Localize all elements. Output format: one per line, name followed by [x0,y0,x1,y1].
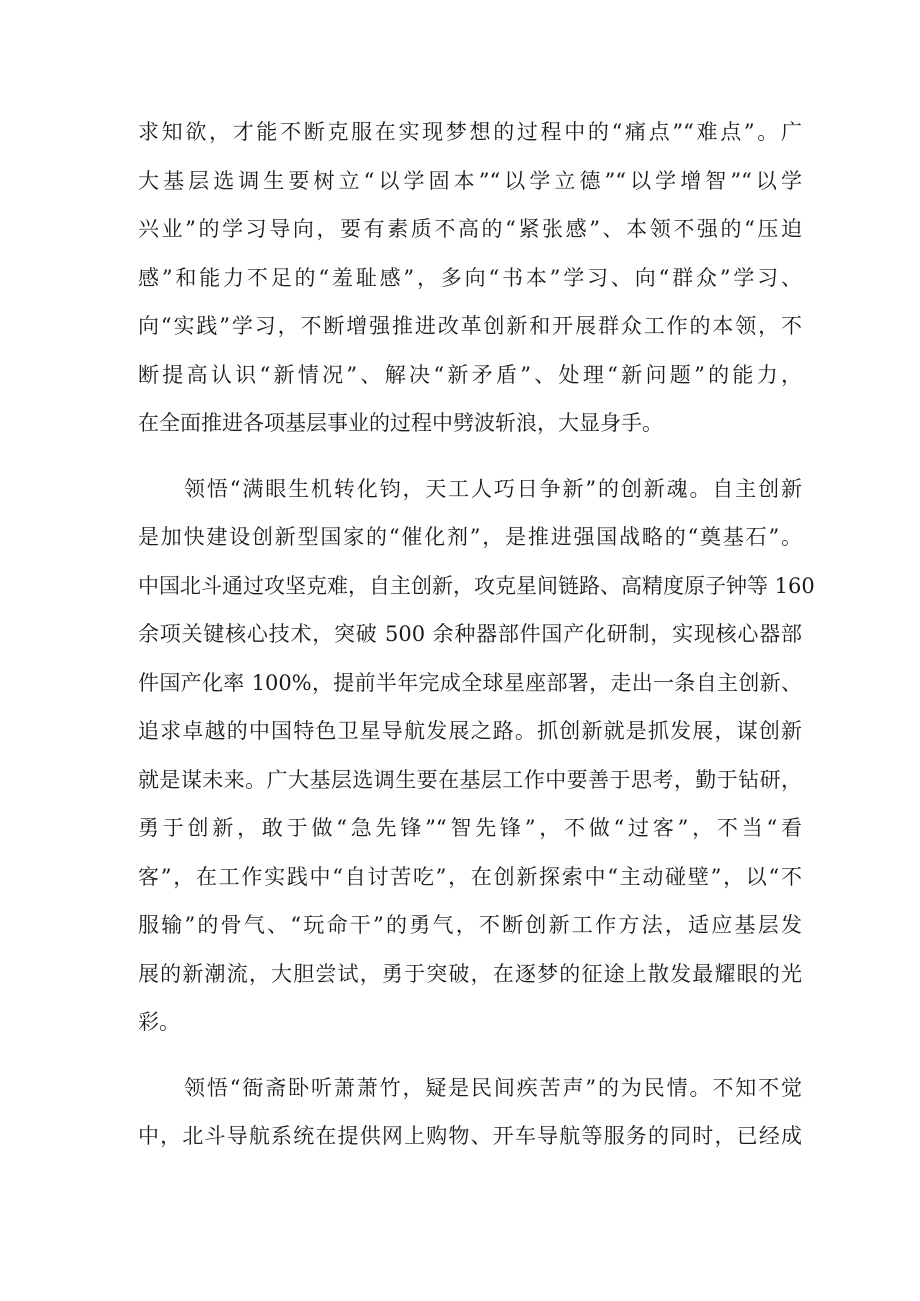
paragraph-people [138,1064,802,1161]
text-line: 是加快建设创新型国家的“催化剂”，是推进强国战略的“奠基石”。 [138,525,802,549]
text-line: 大基层选调生要树立“以学固本”“以学立德”“以学增智”“以学 [138,168,802,193]
text-line: 感”和能力不足的“羞耻感”，多向“书本”学习、向“群众”学习、 [138,265,802,290]
text-line: 余项关键核心技术，突破 500 余种器部件国产化研制，实现核心器部 [138,622,802,646]
paragraph-gap [138,448,802,465]
text-line: 勇于创新，敢于做“急先锋”“智先锋”，不做“过客”，不当“看 [138,816,802,840]
text-line: 中，北斗导航系统在提供网上购物、开车导航等服务的同时，已经成 [138,1124,802,1148]
text-line: 向“实践”学习，不断增强推进改革创新和开展群众工作的本领，不 [138,314,802,338]
text-line: 领悟“衙斋卧听萧萧竹，疑是民间疾苦声”的为民情。不知不觉 [184,1075,802,1100]
paragraph-gap [138,1047,802,1064]
paragraph-innovation [138,465,815,1047]
text-line: 兴业”的学习导向，要有素质不高的“紧张感”、本领不强的“压迫 [138,217,802,241]
document-body [138,108,815,1161]
text-line: 追求卓越的中国特色卫星导航发展之路。抓创新就是抓发展，谋创新 [138,719,802,743]
text-line: 断提高认识“新情况”、解决“新矛盾”、处理“新问题”的能力， [138,362,802,387]
text-line: 中国北斗通过攻坚克难，自主创新，攻克星间链路、高精度原子钟等 160 [138,573,815,598]
text-line: 领悟“满眼生机转化钧，天工人巧日争新”的创新魂。自主创新 [184,476,802,501]
paragraph-learning [138,108,802,448]
text-line: 在全面推进各项基层事业的过程中劈波斩浪，大显身手。 [138,411,663,435]
text-line: 就是谋未来。广大基层选调生要在基层工作中要善于思考，勤于钻研， [138,767,802,792]
text-line: 展的新潮流，大胆尝试，勇于突破，在逐梦的征途上散发最耀眼的光 [138,961,802,986]
text-line: 服输”的骨气、“玩命干”的勇气，不断创新工作方法，适应基层发 [138,913,802,937]
text-line: 件国产化率 100%，提前半年完成全球星座部署，走出一条自主创新、 [138,670,802,695]
text-line: 彩。 [138,1010,180,1034]
text-line: 求知欲，才能不断克服在实现梦想的过程中的“痛点”“难点”。广 [138,120,802,144]
text-line: 客”，在工作实践中“自讨苦吃”，在创新探索中“主动碰壁”，以“不 [138,864,802,889]
